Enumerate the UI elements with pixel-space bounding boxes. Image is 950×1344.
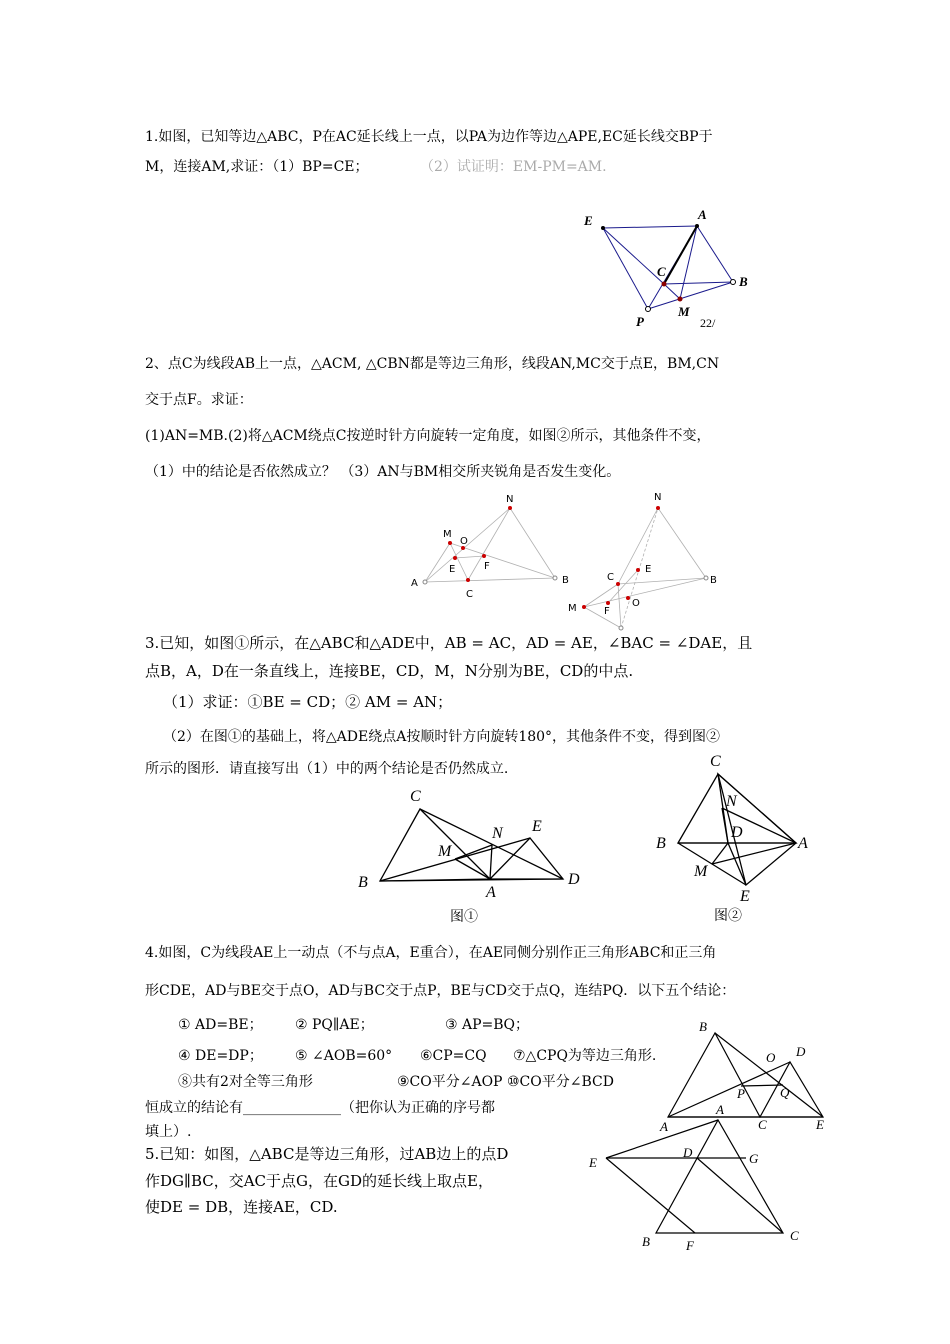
p3b-label-E: E <box>740 888 750 905</box>
p4-item-7: ⑦△CPQ为等边三角形. <box>513 1048 657 1064</box>
p3b-label-M: M <box>694 863 708 880</box>
p4-label-C: C <box>758 1117 767 1132</box>
p3b-label-A: A <box>798 835 808 852</box>
p4-item-2: ② PQ∥AE； <box>295 1017 374 1033</box>
p5-label-G: G <box>749 1151 759 1166</box>
p2-figure-1 <box>405 490 585 605</box>
p3a-label-E: E <box>532 818 542 835</box>
p4-item-6: ⑥CP=CQ <box>420 1048 487 1064</box>
p1-line1: 1.如图，已知等边△ABC，P在AC延长线上一点，以PA为边作等边△APE,EC延长线交BP于 <box>145 129 713 145</box>
p2-line2: 交于点F。求证： <box>145 392 253 408</box>
p3b-label-N: N <box>726 793 737 810</box>
p4-label-D: D <box>796 1044 806 1059</box>
p1-label-M: M <box>678 304 690 319</box>
p3a-label-C: C <box>410 788 421 805</box>
p4-item-5: ⑤ ∠AOB=60° <box>295 1048 393 1064</box>
p1-line2: M，连接AM,求证：（1）BP=CE； <box>145 159 369 175</box>
p4-label-B: B <box>699 1019 707 1034</box>
p1-figure <box>570 200 760 340</box>
p2b-label-N: N <box>654 492 662 503</box>
p3a-label-D: D <box>568 871 580 888</box>
p4-label-E: E <box>816 1117 824 1132</box>
p2-line3: (1)AN=MB.(2)将△ACM绕点C按逆时针方向旋转一定角度，如图②所示，其他条件不变， <box>145 428 711 444</box>
p4-line1: 4.如图，C为线段AE上一动点（不与点A，E重合），在AE同侧分别作正三角形ABC和正三角 <box>145 945 717 961</box>
p3-caption-2: 图② <box>714 908 742 924</box>
p4-end-line: 填上）. <box>145 1124 192 1140</box>
p3b-label-B: B <box>656 835 666 852</box>
p1-label-C: C <box>657 264 666 279</box>
p3-line5: 所示的图形．请直接写出（1）中的两个结论是否仍然成立. <box>145 761 509 777</box>
p2a-label-O: O <box>460 536 468 547</box>
p5-label-C: C <box>790 1228 799 1243</box>
p4-item-8: ⑧共有2对全等三角形 <box>178 1074 313 1090</box>
p2b-label-C: C <box>607 572 614 583</box>
p2a-label-N: N <box>506 494 514 505</box>
p2b-label-M: M <box>568 603 577 614</box>
p4-blank-line: 恒成立的结论有______________（把你认为正确的序号都 <box>145 1100 495 1116</box>
p3a-label-A: A <box>486 884 496 901</box>
p4-label-Q: Q <box>780 1085 790 1100</box>
p5-line3: 使DE = DB，连接AE，CD. <box>145 1198 338 1216</box>
p3b-label-D: D <box>731 824 743 841</box>
p4-item-9: ⑨CO平分∠AOP <box>397 1074 503 1090</box>
p2b-label-E: E <box>645 564 652 575</box>
p4-item-3: ③ AP=BQ； <box>445 1017 530 1033</box>
p4-line2: 形CDE，AD与BE交于点O，AD与BC交于点P，BE与CD交于点Q，连结PQ．以下五个结论： <box>145 983 736 999</box>
p5-line1: 5.已知：如图，△ABC是等边三角形，过AB边上的点D <box>145 1145 509 1163</box>
p2b-label-O: O <box>632 598 640 609</box>
p4-item-10: ⑩CO平分∠BCD <box>507 1074 614 1090</box>
p2b-label-F: F <box>604 606 610 617</box>
p3-line4: （2）在图①的基础上，将△ADE绕点A按顺时针方向旋转180°，其他条件不变，得到图② <box>163 729 721 745</box>
p5-label-D: D <box>683 1145 693 1160</box>
p2a-label-C: C <box>466 589 473 600</box>
p2b-label-B: B <box>710 575 717 586</box>
p4-label-P: P <box>737 1086 745 1101</box>
p5-line2: 作DG∥BC，交AC于点G，在GD的延长线上取点E， <box>145 1172 493 1190</box>
p5-figure <box>585 1100 805 1260</box>
p1-note: 22/ <box>700 316 716 330</box>
p2a-label-B: B <box>562 575 569 586</box>
p1-label-E: E <box>584 213 593 228</box>
p3-line1: 3.已知，如图①所示，在△ABC和△ADE中，AB = AC，AD = AE，∠BAC = ∠DAE，且 <box>145 634 753 652</box>
p4-item-4: ④ DE=DP； <box>178 1048 263 1064</box>
p3-line2: 点B，A，D在一条直线上，连接BE，CD，M，N分别为BE，CD的中点. <box>145 662 634 680</box>
p3-caption-1: 图① <box>450 909 478 925</box>
p4-label-A: A <box>660 1119 668 1134</box>
p3-line3: （1）求证：①BE = CD；② AM = AN； <box>163 693 453 711</box>
p2a-label-F: F <box>484 561 490 572</box>
p2a-label-A: A <box>411 578 418 589</box>
p2-line4: （1）中的结论是否依然成立？ （3）AN与BM相交所夹锐角是否发生变化。 <box>145 464 621 480</box>
p5-label-B: B <box>642 1234 650 1249</box>
p5-label-F: F <box>686 1238 694 1253</box>
p3-figure-2 <box>650 750 820 910</box>
p3a-label-N: N <box>492 825 503 842</box>
p3a-label-M: M <box>438 843 452 860</box>
p2a-label-M: M <box>443 529 452 540</box>
p2-figure-2 <box>565 488 725 618</box>
p3-figure-1 <box>350 785 590 901</box>
p4-label-O: O <box>766 1050 776 1065</box>
p5-label-A: A <box>716 1102 724 1117</box>
p4-item-1: ① AD=BE； <box>178 1017 263 1033</box>
p1-label-B: B <box>739 274 748 289</box>
p3b-label-C: C <box>710 753 721 770</box>
p5-label-E: E <box>589 1155 597 1170</box>
p1-line2-gray: （2）试证明：EM-PM=AM. <box>420 159 607 175</box>
p2a-label-E: E <box>449 564 456 575</box>
p1-label-A: A <box>698 207 707 222</box>
p3a-label-B: B <box>358 874 368 891</box>
p1-label-P: P <box>636 314 644 329</box>
p2-line1: 2、点C为线段AB上一点，△ACM, △CBN都是等边三角形，线段AN,MC交于点E，BM,CN <box>145 356 720 372</box>
